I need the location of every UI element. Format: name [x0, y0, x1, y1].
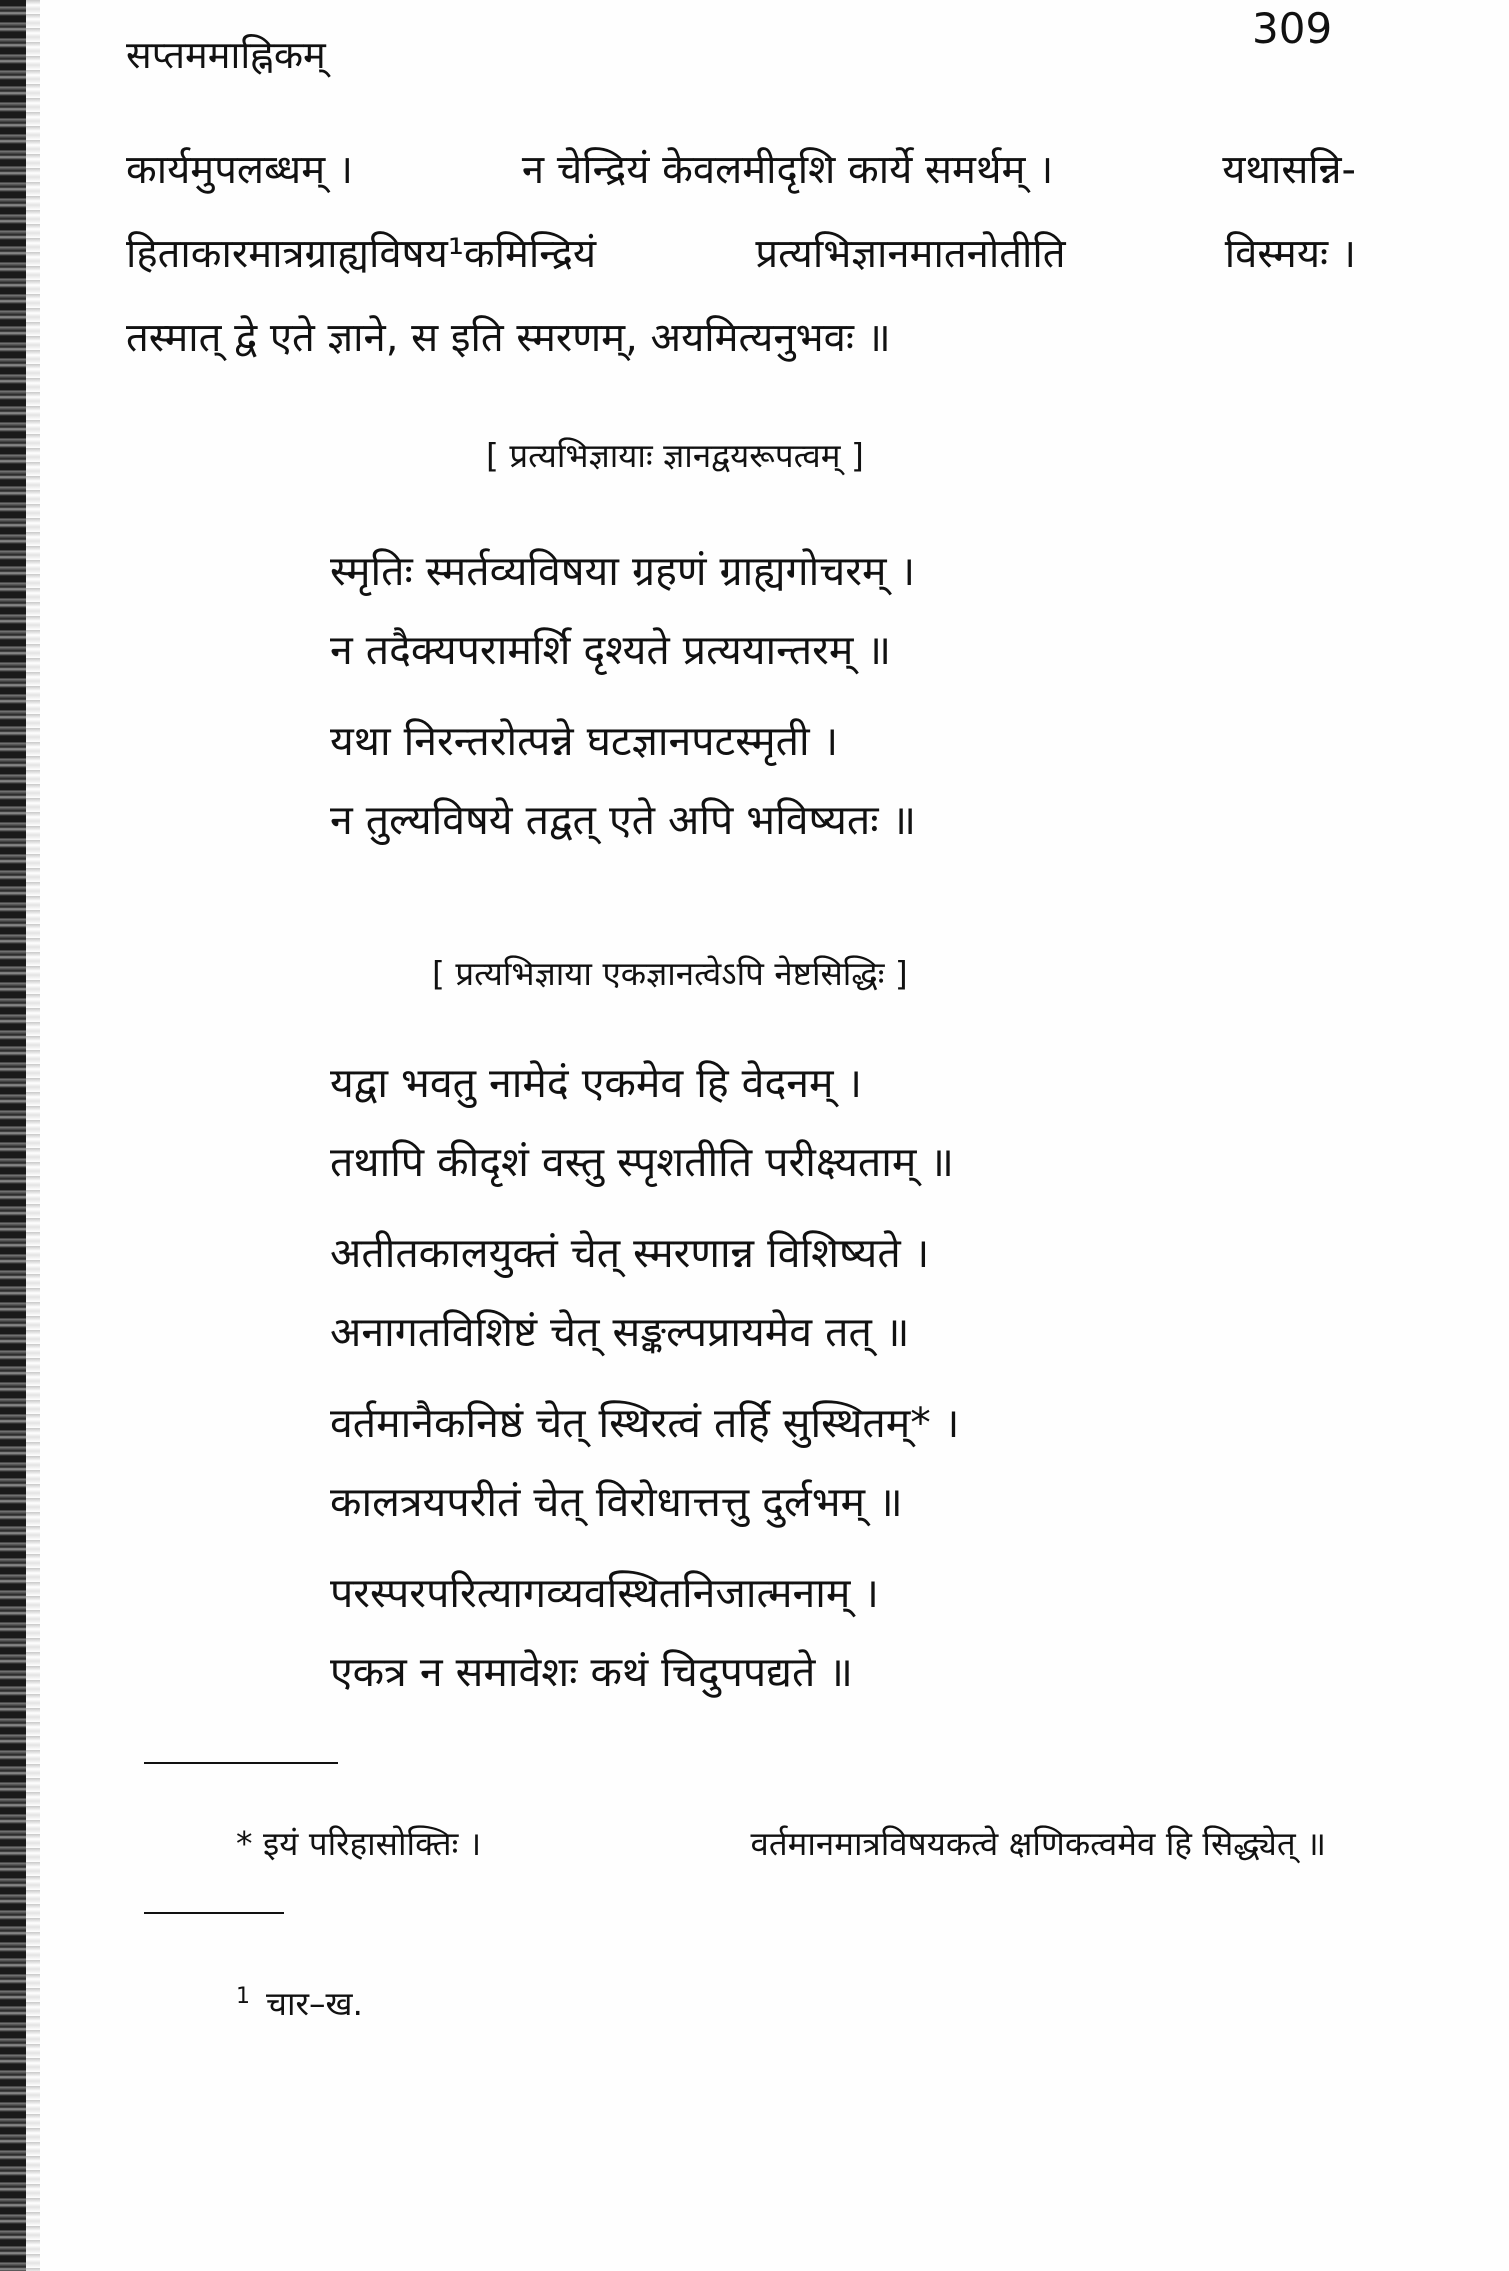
verse-group-1 — [330, 532, 1130, 860]
prose-segment: विस्मयः । — [1224, 231, 1356, 277]
binding-spine — [0, 0, 26, 2271]
verse-line: एकत्र न समावेशः कथं चिदुपपद्यते ॥ — [330, 1648, 853, 1696]
verse-group-2 — [330, 1044, 1130, 1712]
variant-footnote — [236, 1980, 363, 2025]
prose-segment: न चेन्द्रियं केवलमीदृशि कार्ये समर्थम् । — [521, 147, 1054, 193]
prose-paragraph — [126, 128, 1356, 380]
footnote-text: * इयं परिहासोक्तिः । — [236, 1824, 482, 1863]
prose-line-2 — [126, 212, 1356, 296]
footnote-rule — [144, 1762, 338, 1764]
verse-line: अनागतविशिष्टं चेत् सङ्कल्पप्रायमेव तत् ॥ — [330, 1308, 910, 1356]
section-heading-2: [ प्रत्यभिज्ञाया एकज्ञानत्वेऽपि नेष्टसिद्धिः ] — [432, 954, 908, 993]
running-title: सप्तममाह्निकम् — [126, 33, 326, 77]
verse-line: परस्परपरित्यागव्यवस्थितनिजात्मनाम् । — [330, 1569, 879, 1617]
prose-line-1 — [126, 128, 1356, 212]
footnote-marker: 1 — [236, 1984, 250, 2009]
prose-segment: तस्मात् द्वे एते ज्ञाने, स इति स्मरणम्, अयमित्यनुभवः ॥ — [126, 315, 891, 361]
verse-line: अतीतकालयुक्तं चेत् स्मरणान्न विशिष्यते । — [330, 1229, 930, 1277]
prose-segment: कार्यमुपलब्धम् । — [126, 147, 353, 193]
footnote-rule — [144, 1912, 284, 1914]
verse-line: न तदैक्यपरामर्शि दृश्यते प्रत्ययान्तरम् ॥ — [330, 626, 892, 674]
binding-edge — [26, 0, 40, 2271]
verse-line: स्मृतिः स्मर्तव्यविषया ग्रहणं ग्राह्यगोचरम् । — [330, 547, 916, 595]
prose-segment: यथासन्नि- — [1222, 147, 1356, 193]
page-number: 309 — [1252, 4, 1333, 53]
prose-segment: प्रत्यभिज्ञानमातनोतीति — [755, 231, 1066, 277]
prose-line-3 — [126, 296, 1356, 380]
verse-line: यद्वा भवतु नामेदं एकमेव हि वेदनम् । — [330, 1059, 863, 1107]
verse-line: तथापि कीदृशं वस्तु स्पृशतीति परीक्ष्यताम् ॥ — [330, 1138, 954, 1186]
section-heading-1: [ प्रत्यभिज्ञायाः ज्ञानद्वयरूपत्वम् ] — [486, 436, 864, 475]
footnote-text: वर्तमानमात्रविषयकत्वे क्षणिकत्वमेव हि सिद्ध्येत् ॥ — [750, 1824, 1326, 1863]
footnote-star — [236, 1820, 1326, 1865]
verse-line: कालत्रयपरीतं चेत् विरोधात्तत्तु दुर्लभम् ॥ — [330, 1478, 903, 1526]
prose-segment: हिताकारमात्रग्राह्यविषय¹कमिन्द्रियं — [126, 231, 597, 277]
verse-line: यथा निरन्तरोत्पन्ने घटज्ञानपटस्मृती । — [330, 717, 839, 765]
verse-line: न तुल्यविषये तद्वत् एते अपि भविष्यतः ॥ — [330, 796, 917, 844]
verse-line: वर्तमानैकनिष्ठं चेत् स्थिरत्वं तर्हि सुस्थितम्* । — [330, 1399, 960, 1447]
footnote-text: चार–ख. — [266, 1984, 363, 2023]
